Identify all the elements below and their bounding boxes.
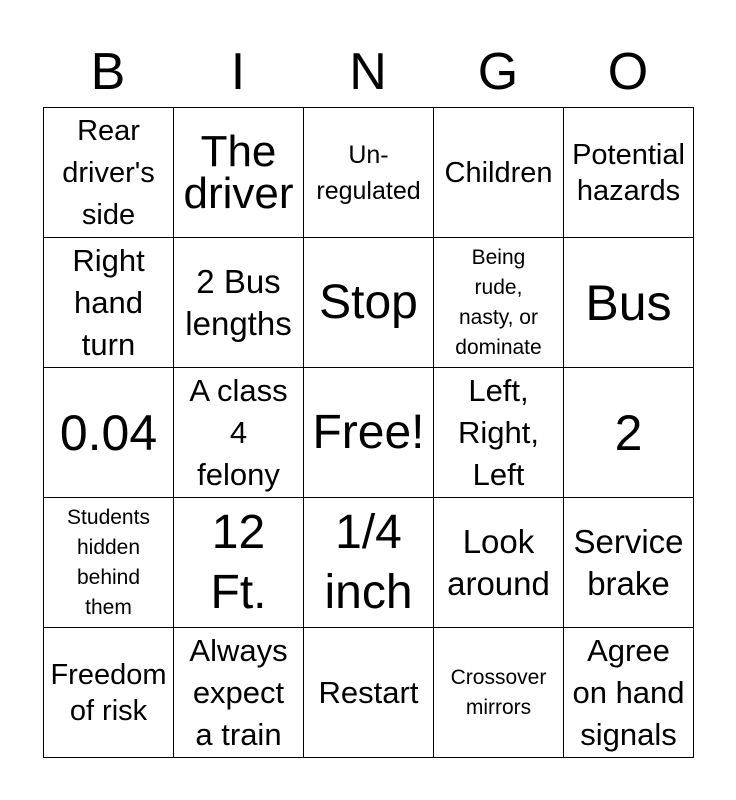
cell-text: 2 Bus lengths bbox=[185, 262, 292, 342]
cell-text: Stop bbox=[319, 275, 418, 329]
cell-text: Look around bbox=[447, 522, 550, 602]
bingo-cell-r1c1[interactable] bbox=[44, 108, 174, 238]
cell-text: Potential hazards bbox=[572, 138, 685, 207]
bingo-cell-r2c3[interactable] bbox=[304, 238, 434, 368]
cell-text: Children bbox=[444, 156, 553, 189]
cell-text: Un- regulated bbox=[316, 140, 421, 205]
cell-text: Students hidden behind them bbox=[67, 505, 150, 619]
cell-text: The driver bbox=[183, 126, 294, 218]
cell-text: Free! bbox=[312, 405, 425, 459]
bingo-cell-r1c4[interactable] bbox=[434, 108, 564, 238]
header-letter-i: I bbox=[230, 43, 246, 101]
bingo-cell-r2c2[interactable] bbox=[174, 238, 304, 368]
header-letter-n: N bbox=[349, 43, 387, 101]
cell-text: Freedom of risk bbox=[50, 658, 167, 727]
cell-text: Bus bbox=[585, 274, 672, 331]
bingo-cell-r3c4[interactable] bbox=[434, 368, 564, 498]
cell-text: Crossover mirrors bbox=[450, 665, 547, 719]
bingo-cell-r5c5[interactable] bbox=[564, 628, 694, 758]
cell-text: Rear driver's side bbox=[62, 114, 155, 231]
cell-text: Left, Right, Left bbox=[458, 372, 539, 492]
cell-text: Agree on hand signals bbox=[572, 632, 685, 752]
bingo-cell-r3c2[interactable] bbox=[174, 368, 304, 498]
cell-text: A class 4 felony bbox=[189, 372, 288, 492]
header-letter-o: O bbox=[607, 43, 649, 101]
cell-text: 0.04 bbox=[59, 404, 158, 461]
bingo-cell-r4c5[interactable] bbox=[564, 498, 694, 628]
cell-text: 12 Ft. bbox=[210, 505, 267, 619]
cell-text: Always expect a train bbox=[189, 632, 288, 752]
bingo-cell-r5c3[interactable] bbox=[304, 628, 434, 758]
bingo-cell-r5c4[interactable] bbox=[434, 628, 564, 758]
bingo-cell-r1c5[interactable] bbox=[564, 108, 694, 238]
cell-text: Right hand turn bbox=[72, 242, 145, 362]
bingo-cell-r2c5[interactable] bbox=[564, 238, 694, 368]
header-letter-b: B bbox=[90, 43, 126, 101]
bingo-cell-r1c3[interactable] bbox=[304, 108, 434, 238]
bingo-board bbox=[43, 107, 694, 758]
bingo-cell-r4c1[interactable] bbox=[44, 498, 174, 628]
bingo-cell-r1c2[interactable] bbox=[174, 108, 304, 238]
cell-text: Being rude, nasty, or dominate bbox=[455, 245, 542, 359]
bingo-cell-r3c5[interactable] bbox=[564, 368, 694, 498]
bingo-cell-r5c1[interactable] bbox=[44, 628, 174, 758]
bingo-cell-r4c4[interactable] bbox=[434, 498, 564, 628]
cell-text: 1/4 inch bbox=[324, 505, 413, 619]
bingo-cell-r2c1[interactable] bbox=[44, 238, 174, 368]
cell-text: Restart bbox=[318, 674, 419, 710]
bingo-cell-r3c3[interactable] bbox=[304, 368, 434, 498]
bingo-cell-r3c1[interactable] bbox=[44, 368, 174, 498]
bingo-cell-r4c2[interactable] bbox=[174, 498, 304, 628]
header-letter-g: G bbox=[477, 43, 519, 101]
bingo-header bbox=[43, 38, 693, 106]
bingo-cell-r4c3[interactable] bbox=[304, 498, 434, 628]
bingo-cell-r5c2[interactable] bbox=[174, 628, 304, 758]
cell-text: 2 bbox=[614, 404, 643, 461]
cell-text: Service brake bbox=[573, 522, 684, 602]
bingo-cell-r2c4[interactable] bbox=[434, 238, 564, 368]
